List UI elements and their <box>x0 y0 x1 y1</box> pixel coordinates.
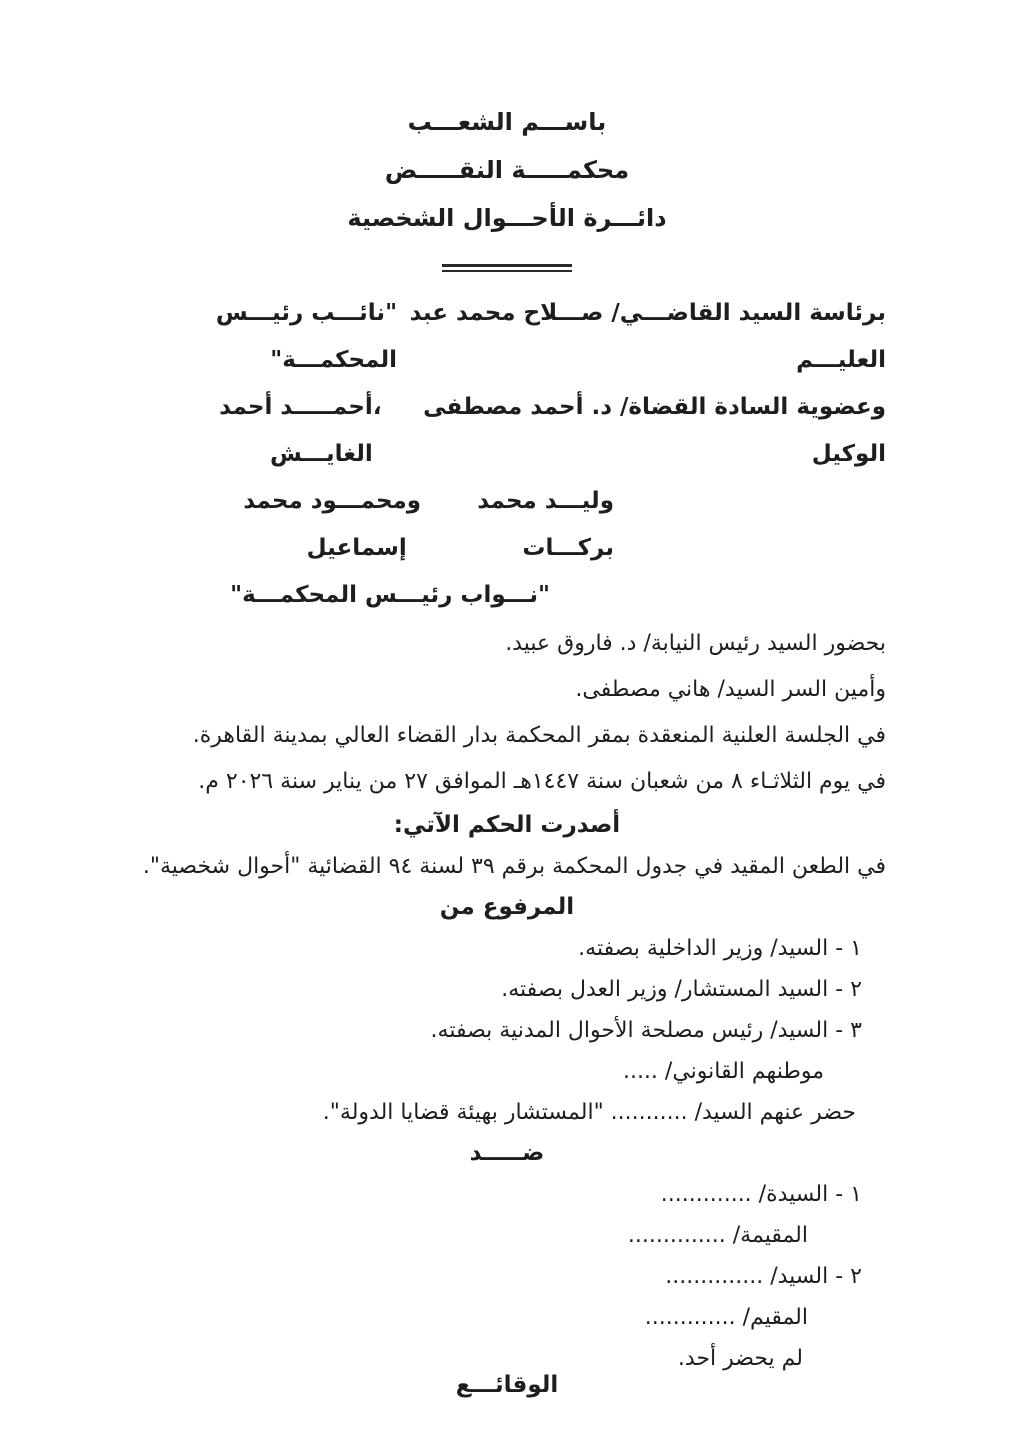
respondents-block <box>128 1174 886 1379</box>
deputies-of-chief-justice-title: "نـــواب رئيـــس المحكمـــة" <box>230 582 550 608</box>
facts-section-heading: الوقائـــع <box>455 1372 559 1398</box>
panel-row-members-2 <box>185 478 614 572</box>
attendance-block <box>128 621 886 805</box>
appellant-item-3: ٣ - السيد/ رئيس مصلحة الأحوال المدنية بصفته. <box>430 1018 862 1043</box>
secretary-line: وأمين السر السيد/ هاني مصطفى. <box>575 677 886 702</box>
comma-separator: ، <box>372 394 382 420</box>
header-court-of-cassation: محكمـــــة النقـــــض <box>384 156 630 184</box>
appellants-block <box>128 928 886 1174</box>
respondent-2-residence-line: المقيم/ ............. <box>644 1305 808 1330</box>
double-rule-divider <box>442 264 572 272</box>
panel-row-presiding <box>128 290 886 384</box>
session-location-line: في الجلسة العلنية المنعقدة بمقر المحكمة بدار القضاء العالي بمدينة القاهرة. <box>192 723 886 748</box>
member-judge-elwakil: وعضوية السادة القضاة/ د. أحمد مصطفى الوكيل <box>423 394 886 467</box>
state-counsel-representative-line: حضر عنهم السيد/ ........... "المستشار بهيئة قضايا الدولة". <box>322 1100 856 1125</box>
respondent-item-1: ١ - السيدة/ ............. <box>660 1182 862 1207</box>
presiding-judge-name: برئاسة السيد القاضـــي/ صـــلاح محمد عبد العليـــم <box>409 300 886 373</box>
issued-judgment-heading: أصدرت الحكم الآتي: <box>393 812 621 838</box>
presiding-judge-title: "نائـــب رئيـــس المحكمـــة" <box>215 300 398 373</box>
member-judge-ismail: محمـــود محمد إسماعيل <box>243 488 407 561</box>
prosecutor-attendance-line: بحضور السيد رئيس النيابة/ د. فاروق عبيد. <box>505 631 886 656</box>
appellants-heading: المرفوع من <box>439 894 575 920</box>
header-personal-status-circuit: دائـــرة الأحـــوال الشخصية <box>347 204 667 232</box>
judicial-panel-block <box>128 290 886 619</box>
header-in-the-name-of-the-people: باســـم الشعـــب <box>407 108 607 136</box>
session-date-line: في يوم الثلاثـاء ٨ من شعبان سنة ١٤٤٧هـ الموافق ٢٧ من يناير سنة ٢٠٢٦ م. <box>198 769 886 794</box>
and-separator: و <box>406 488 422 514</box>
respondent-item-2: ٢ - السيد/ .............. <box>665 1264 862 1289</box>
judgment-intro-block <box>128 805 886 928</box>
versus-heading: ضـــــد <box>469 1140 545 1166</box>
member-judge-elghayesh: أحمـــــد أحمد الغايـــش <box>219 394 373 467</box>
respondent-1-residence-line: المقيمة/ .............. <box>627 1223 808 1248</box>
appeal-reference-line: في الطعن المقيد في جدول المحكمة برقم ٣٩ لسنة ٩٤ القضائية "أحوال شخصية". <box>142 854 886 879</box>
no-appearance-line: لم يحضر أحد. <box>677 1346 803 1371</box>
panel-row-members-1 <box>128 384 886 478</box>
member-judge-barakat: وليـــد محمد بركـــات <box>477 488 614 561</box>
appellant-item-2: ٢ - السيد المستشار/ وزير العدل بصفته. <box>501 977 862 1002</box>
legal-domicile-line: موطنهم القانوني/ ..... <box>622 1059 824 1084</box>
appellant-item-1: ١ - السيد/ وزير الداخلية بصفته. <box>578 936 862 961</box>
